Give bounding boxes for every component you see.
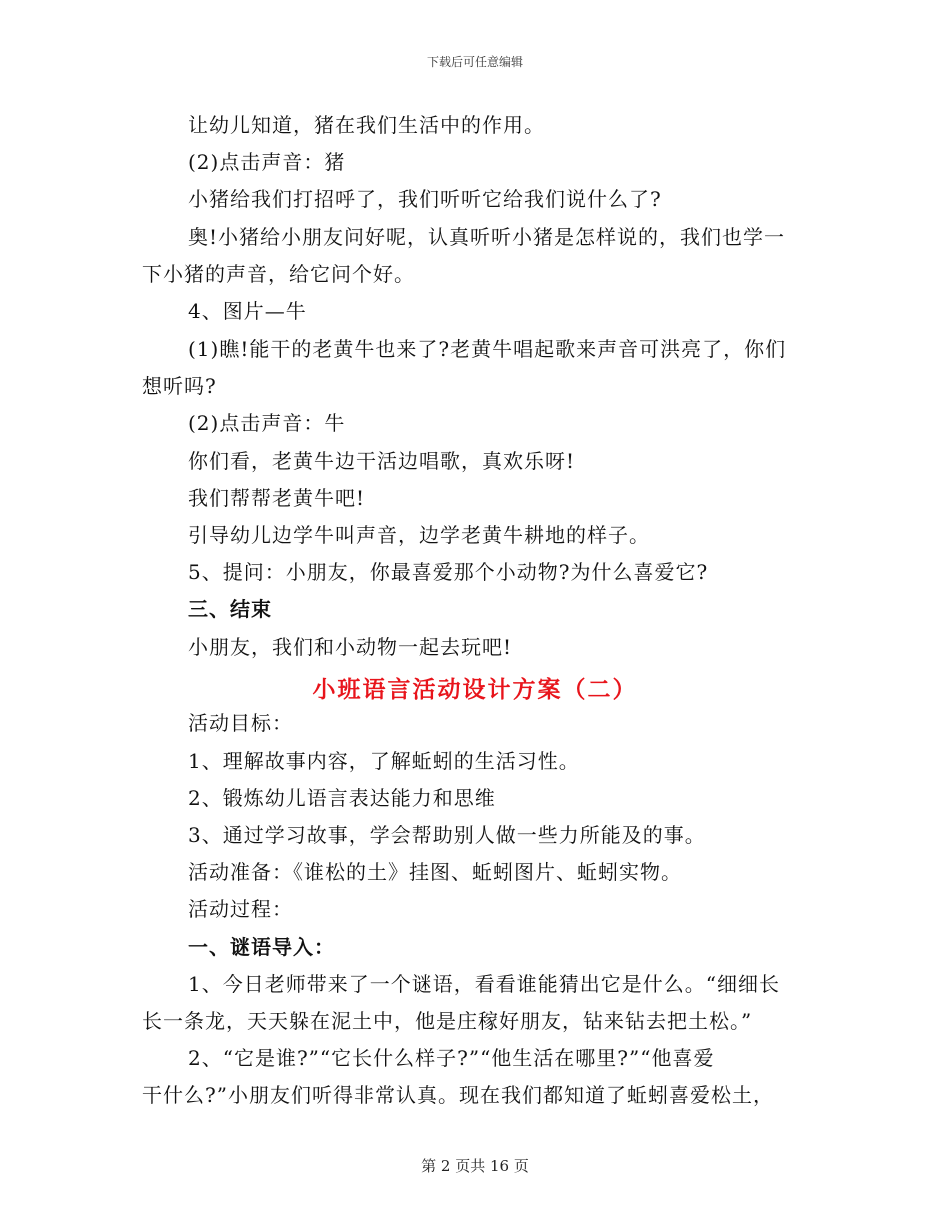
paragraph-line: 活动准备：《谁松的土》挂图、蚯蚓图片、蚯蚓实物。 [188,860,682,884]
paragraph-line: 下小猪的声音，给它问个好。 [142,262,415,286]
page-footer: 第 2 页共 16 页 [421,1157,529,1175]
paragraph-line: 1、理解故事内容，了解蚯蚓的生活习性。 [188,749,580,773]
paragraph-line: 活动过程： [188,897,293,921]
paragraph-line: 你们看，老黄牛边干活边唱歌，真欢乐呀! [188,449,576,473]
paragraph-line: 小猪给我们打招呼了，我们听听它给我们说什么了? [188,187,662,211]
section-heading: 三、结束 [188,597,272,621]
paragraph-line: 长一条龙，天天躲在泥土中，他是庄稼好朋友，钻来钻去把土松。” [142,1009,753,1033]
section-heading: 4、图片—牛 [188,299,307,323]
paragraph-line: 让幼儿知道，猪在我们生活中的作用。 [188,113,545,137]
paragraph-line: 引导幼儿边学牛叫声音，边学老黄牛耕地的样子。 [188,523,650,547]
section-title: 小班语言活动设计方案（二） [312,676,638,703]
paragraph-line: 我们帮帮老黄牛吧! [188,486,366,510]
paragraph-line: 2、“它是谁?”“它长什么样子?”“他生活在哪里?”“他喜爱 [188,1046,715,1070]
paragraph-line: 小朋友，我们和小动物一起去玩吧! [188,635,513,659]
paragraph-line: 3、通过学习故事，学会帮助别人做一些力所能及的事。 [188,823,706,847]
paragraph-line: 5、提问：小朋友，你最喜爱那个小动物?为什么喜爱它? [188,560,709,584]
paragraph-line: (2)点击声音：牛 [188,411,346,435]
paragraph-line: 2、锻炼幼儿语言表达能力和思维 [188,786,496,810]
paragraph-line: 干什么?”小朋友们听得非常认真。现在我们都知道了蚯蚓喜爱松土， [142,1083,774,1107]
paragraph-line: 1、今日老师带来了一个谜语，看看谁能猜出它是什么。“细细长 [188,972,780,996]
paragraph-line: 想听吗? [142,374,217,398]
paragraph-line: (2)点击声音：猪 [188,150,346,174]
section-heading: 一、谜语导入： [188,935,335,959]
page-header: 下载后可任意编辑 [426,55,523,69]
paragraph-line: 活动目标： [188,711,293,735]
paragraph-line: 奥!小猪给小朋友问好呢，认真听听小猪是怎样说的，我们也学一 [188,225,786,249]
paragraph-line: (1)瞧!能干的老黄牛也来了?老黄牛唱起歌来声音可洪亮了，你们 [188,337,787,361]
